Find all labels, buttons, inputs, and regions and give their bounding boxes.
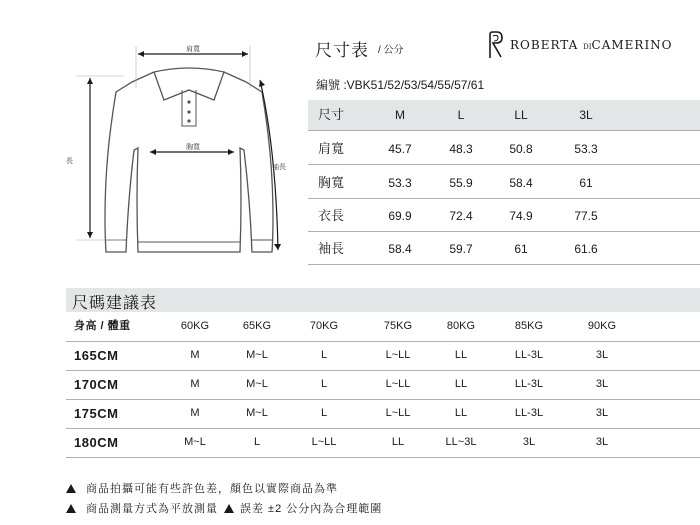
size-value: 74.9	[509, 209, 533, 223]
recommendation-row-175	[66, 399, 700, 429]
shirt-measurement-diagram	[54, 30, 304, 270]
recommended-size: LL~3L	[445, 436, 477, 448]
recommended-size: L	[320, 407, 328, 419]
recommended-size: LL-3L	[514, 407, 544, 419]
size-chart-title: 尺寸表	[315, 41, 369, 60]
recommended-size: 3L	[595, 349, 609, 361]
weight-header: 85KG	[514, 320, 544, 332]
recommended-size: 3L	[522, 436, 536, 448]
length-label: 長	[66, 158, 73, 165]
height-label: 175CM	[74, 406, 119, 421]
size-table-header	[308, 100, 700, 131]
size-header-l: L	[457, 108, 465, 122]
height-label: 170CM	[74, 377, 119, 392]
recommended-size: LL-3L	[514, 349, 544, 361]
size-value: 61	[579, 176, 593, 190]
size-value: 53.3	[574, 142, 598, 156]
recommended-size: M	[190, 407, 200, 419]
size-header-label: 尺寸	[318, 107, 345, 122]
size-value: 72.4	[449, 209, 473, 223]
recommendation-row-170	[66, 370, 700, 400]
size-value: 53.3	[388, 176, 412, 190]
recommended-size: LL-3L	[514, 378, 544, 390]
size-value: 61.6	[574, 242, 598, 256]
size-row-sleeve	[308, 234, 700, 265]
height-label: 180CM	[74, 435, 119, 450]
brand-name-di: DI	[583, 43, 592, 51]
brand-logo	[486, 30, 673, 60]
size-row-label: 肩寬	[318, 141, 345, 156]
size-value: 50.8	[509, 142, 533, 156]
size-value: 69.9	[388, 209, 412, 223]
shoulder-label: 肩寬	[186, 46, 200, 53]
recommendation-row-180	[66, 428, 700, 458]
recommended-size: L~LL	[385, 378, 411, 390]
size-value: 58.4	[509, 176, 533, 190]
size-row-label: 衣長	[318, 208, 345, 223]
weight-header: 90KG	[587, 320, 617, 332]
recommended-size: M	[190, 378, 200, 390]
brand-name-end: CAMERINO	[591, 38, 673, 52]
size-value: 45.7	[388, 142, 412, 156]
height-label: 165CM	[74, 348, 119, 363]
size-row-chest	[308, 168, 700, 199]
recommended-size: L	[320, 349, 328, 361]
triangle-bullet-icon	[224, 504, 234, 513]
recommended-size: LL	[454, 349, 468, 361]
chest-label: 胸寬	[186, 144, 200, 151]
recommended-size: M~L	[246, 349, 268, 361]
recommended-size: L	[320, 378, 328, 390]
weight-header: 80KG	[446, 320, 476, 332]
brand-name	[510, 38, 673, 52]
recommended-size: 3L	[595, 436, 609, 448]
note-measurement-disclaimer	[66, 500, 382, 516]
model-code: 編號 :VBK51/52/53/54/55/57/61	[316, 78, 485, 92]
size-value: 77.5	[574, 209, 598, 223]
size-row-shoulder	[308, 134, 700, 165]
triangle-bullet-icon	[66, 504, 76, 513]
recommended-size: 3L	[595, 407, 609, 419]
size-header-m: M	[395, 108, 405, 122]
note-text: 誤差 ±2 公分內為合理範圍	[240, 503, 383, 515]
note-text: 商品拍攝可能有些許色差，顏色以實際商品為準	[86, 483, 338, 495]
recommended-size: 3L	[595, 378, 609, 390]
height-weight-header: 身高 / 體重	[74, 320, 131, 332]
size-row-length	[308, 201, 700, 232]
size-row-label: 袖長	[318, 241, 345, 256]
weight-header: 60KG	[180, 320, 210, 332]
polo-shirt-icon	[54, 30, 304, 270]
size-row-label: 胸寬	[318, 175, 345, 190]
size-header-ll: LL	[514, 108, 528, 122]
recommended-size: LL	[454, 407, 468, 419]
weight-header: 70KG	[309, 320, 339, 332]
recommended-size: L	[253, 436, 261, 448]
recommended-size: LL	[391, 436, 405, 448]
size-header-3l: 3L	[579, 108, 593, 122]
size-value: 58.4	[388, 242, 412, 256]
recommended-size: M	[190, 349, 200, 361]
recommended-size: L~LL	[311, 436, 337, 448]
recommended-size: LL	[454, 378, 468, 390]
size-value: 55.9	[449, 176, 473, 190]
sleeve-label: 袖長	[272, 164, 286, 171]
size-value: 48.3	[449, 142, 473, 156]
size-value: 61	[514, 242, 528, 256]
recommended-size: M~L	[246, 407, 268, 419]
triangle-bullet-icon	[66, 484, 76, 493]
recommended-size: L~LL	[385, 349, 411, 361]
note-text: 商品測量方式為平放測量	[86, 503, 218, 515]
brand-name-main: ROBERTA	[510, 38, 579, 52]
recommended-size: M~L	[246, 378, 268, 390]
weight-header: 65KG	[242, 320, 272, 332]
brand-emblem-icon	[486, 30, 506, 60]
recommendation-title-bar	[66, 288, 700, 312]
recommendation-header	[66, 312, 700, 342]
recommendation-row-165	[66, 341, 700, 371]
unit-label: / 公分	[378, 45, 404, 56]
weight-header: 75KG	[383, 320, 413, 332]
recommendation-title: 尺碼建議表	[72, 295, 158, 312]
recommended-size: L~LL	[385, 407, 411, 419]
note-color-disclaimer	[66, 480, 338, 496]
size-value: 59.7	[449, 242, 473, 256]
recommended-size: M~L	[184, 436, 206, 448]
